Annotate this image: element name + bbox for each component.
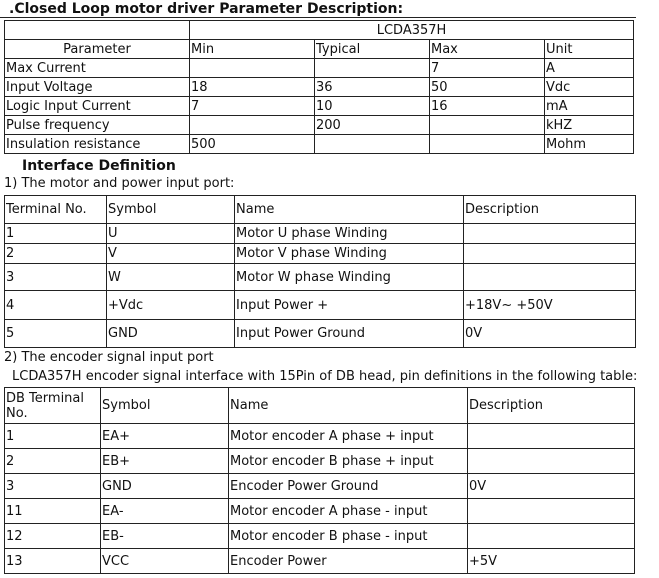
table-cell: 12 xyxy=(5,524,101,549)
interface-heading: Interface Definition xyxy=(22,158,176,174)
table-row xyxy=(5,424,635,449)
table-cell: A xyxy=(545,59,634,78)
table-cell: 1 xyxy=(5,224,107,244)
parameter-model-row xyxy=(5,21,634,40)
table-cell: +Vdc xyxy=(107,291,235,320)
table-row xyxy=(5,264,636,291)
header-cell: Symbol xyxy=(101,388,229,424)
table-cell: Vdc xyxy=(545,78,634,97)
table-cell: Max Current xyxy=(5,59,190,78)
table-row xyxy=(5,59,634,78)
table-row xyxy=(5,449,635,474)
table-cell xyxy=(468,424,635,449)
table-cell xyxy=(190,59,315,78)
table-cell: GND xyxy=(101,474,229,499)
table-cell xyxy=(464,224,636,244)
header-cell: Description xyxy=(464,196,636,224)
table-cell: W xyxy=(107,264,235,291)
table-cell: 7 xyxy=(430,59,545,78)
table-cell xyxy=(468,449,635,474)
table-cell: Input Power Ground xyxy=(235,320,464,348)
table-cell: 0V xyxy=(464,320,636,348)
document-title: .Closed Loop motor driver Parameter Description: xyxy=(9,1,404,17)
table-cell xyxy=(468,524,635,549)
table-cell: 7 xyxy=(190,97,315,116)
motor-port-title: 1) The motor and power input port: xyxy=(4,176,235,191)
header-cell: Min xyxy=(190,40,315,59)
table-cell: Motor U phase Winding xyxy=(235,224,464,244)
table-cell: EA- xyxy=(101,499,229,524)
table-cell: 13 xyxy=(5,549,101,574)
header-cell: Max xyxy=(430,40,545,59)
table-cell: 2 xyxy=(5,244,107,264)
table-header-row xyxy=(5,196,636,224)
table-cell: VCC xyxy=(101,549,229,574)
table-cell: Pulse frequency xyxy=(5,116,190,135)
table-cell xyxy=(464,244,636,264)
table-cell: 1 xyxy=(5,424,101,449)
table-cell: 3 xyxy=(5,264,107,291)
table-cell: Encoder Power xyxy=(229,549,468,574)
header-cell: Name xyxy=(235,196,464,224)
table-cell: V xyxy=(107,244,235,264)
header-cell: Unit xyxy=(545,40,634,59)
table-row xyxy=(5,244,636,264)
table-cell xyxy=(315,135,430,154)
table-cell: Logic Input Current xyxy=(5,97,190,116)
encoder-port-title: 2) The encoder signal input port xyxy=(4,350,214,365)
parameter-table xyxy=(4,20,634,154)
table-cell xyxy=(315,59,430,78)
table-cell: Input Power + xyxy=(235,291,464,320)
table-row xyxy=(5,524,635,549)
table-cell: Motor W phase Winding xyxy=(235,264,464,291)
table-row xyxy=(5,320,636,348)
table-header-row xyxy=(5,388,635,424)
header-cell: Name xyxy=(229,388,468,424)
table-cell: 10 xyxy=(315,97,430,116)
header-cell: Terminal No. xyxy=(5,196,107,224)
table-cell: EB- xyxy=(101,524,229,549)
table-cell: 5 xyxy=(5,320,107,348)
parameter-header-row xyxy=(5,40,634,59)
table-row xyxy=(5,474,635,499)
table-row xyxy=(5,549,635,574)
table-cell: 50 xyxy=(430,78,545,97)
table-cell: +18V~ +50V xyxy=(464,291,636,320)
table-cell: GND xyxy=(107,320,235,348)
table-cell: 18 xyxy=(190,78,315,97)
encoder-intro: LCDA357H encoder signal interface with 15Pin of DB head, pin definitions in the following table: xyxy=(12,369,638,384)
table-cell xyxy=(468,499,635,524)
table-cell: 200 xyxy=(315,116,430,135)
table-cell: Motor encoder B phase + input xyxy=(229,449,468,474)
table-cell: EB+ xyxy=(101,449,229,474)
table-cell: Motor encoder B phase - input xyxy=(229,524,468,549)
table-cell: mA xyxy=(545,97,634,116)
header-cell: Typical xyxy=(315,40,430,59)
table-cell: 3 xyxy=(5,474,101,499)
header-cell: Parameter xyxy=(5,40,190,59)
header-cell: Symbol xyxy=(107,196,235,224)
table-cell: EA+ xyxy=(101,424,229,449)
table-row xyxy=(5,97,634,116)
table-row xyxy=(5,135,634,154)
table-cell: 500 xyxy=(190,135,315,154)
table-cell: +5V xyxy=(468,549,635,574)
table-cell: 36 xyxy=(315,78,430,97)
table-cell: 16 xyxy=(430,97,545,116)
table-cell: U xyxy=(107,224,235,244)
table-row xyxy=(5,78,634,97)
table-cell xyxy=(430,135,545,154)
table-cell xyxy=(190,116,315,135)
table-row xyxy=(5,291,636,320)
table-cell: Insulation resistance xyxy=(5,135,190,154)
table-cell: Motor V phase Winding xyxy=(235,244,464,264)
table-cell xyxy=(464,264,636,291)
table-cell: Input Voltage xyxy=(5,78,190,97)
table-cell: Mohm xyxy=(545,135,634,154)
table-cell xyxy=(430,116,545,135)
header-cell: Description xyxy=(468,388,635,424)
encoder-port-table xyxy=(4,387,635,574)
model-name: LCDA357H xyxy=(190,21,634,40)
table-cell: 2 xyxy=(5,449,101,474)
table-cell: 4 xyxy=(5,291,107,320)
table-cell: Motor encoder A phase + input xyxy=(229,424,468,449)
table-row xyxy=(5,116,634,135)
table-cell: 0V xyxy=(468,474,635,499)
title-rule xyxy=(0,17,636,18)
table-row xyxy=(5,224,636,244)
table-cell: kHZ xyxy=(545,116,634,135)
table-cell: 11 xyxy=(5,499,101,524)
motor-port-table xyxy=(4,195,636,348)
table-cell: Motor encoder A phase - input xyxy=(229,499,468,524)
table-row xyxy=(5,499,635,524)
header-cell: DB Terminal No. xyxy=(5,388,101,424)
table-cell: Encoder Power Ground xyxy=(229,474,468,499)
